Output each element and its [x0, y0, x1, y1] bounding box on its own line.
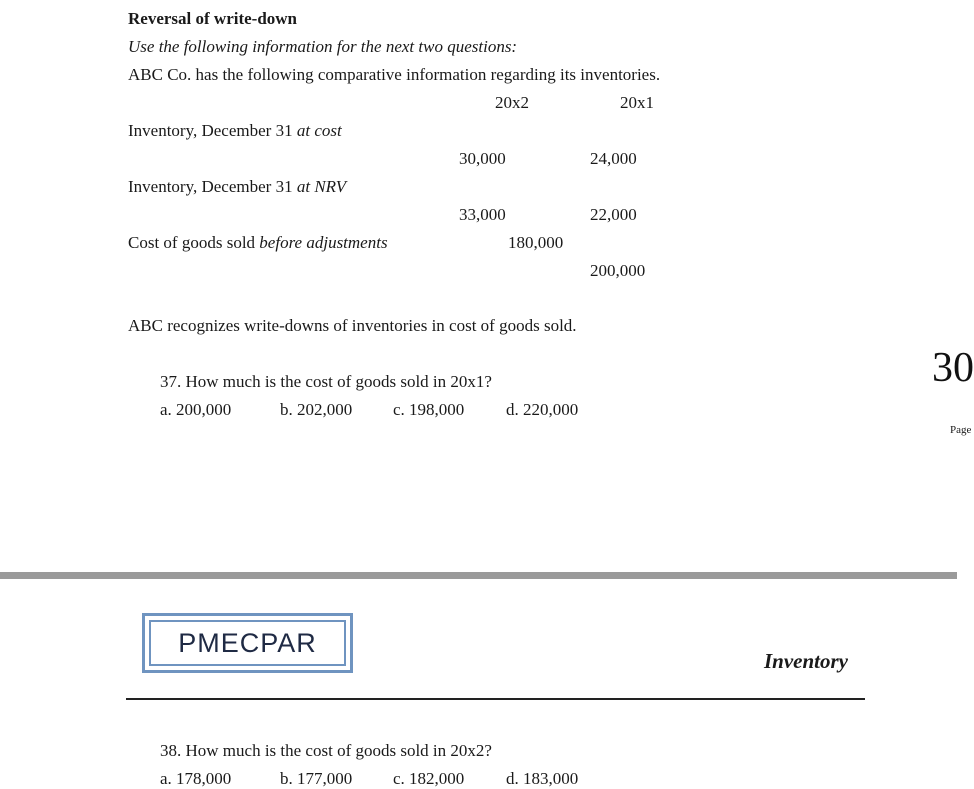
value-cost-20x1: 24,000	[590, 149, 637, 168]
instruction: Use the following information for the next two questions:	[128, 37, 518, 56]
value-nrv-20x2: 33,000	[459, 205, 506, 224]
header-20x2: 20x2	[495, 93, 529, 112]
value-cogs-20x2: 180,000	[508, 233, 564, 252]
value-nrv-20x1: 22,000	[590, 205, 637, 224]
q37-choice-d: d. 220,000	[506, 400, 579, 419]
q38-choice-b: b. 177,000	[280, 769, 353, 788]
q38-choice-c: c. 182,000	[393, 769, 465, 788]
row-label-cogs: Cost of goods sold before adjustments	[128, 233, 388, 252]
intro-text: ABC Co. has the following comparative information regarding its inventories.	[128, 65, 661, 84]
page-label: Page	[950, 424, 972, 436]
note-text: ABC recognizes write-downs of inventories in cost of goods sold.	[128, 316, 577, 335]
q37-choice-a: a. 200,000	[160, 400, 232, 419]
value-cost-20x2: 30,000	[459, 149, 506, 168]
q38-choice-d: d. 183,000	[506, 769, 579, 788]
q38-choice-a: a. 178,000	[160, 769, 232, 788]
page-separator	[0, 572, 957, 579]
header-rule	[126, 698, 865, 700]
logo-text: PMECPAR	[178, 627, 317, 658]
pmecpar-logo	[142, 613, 353, 673]
section-title: Reversal of write-down	[128, 9, 298, 28]
q37-choice-c: c. 198,000	[393, 400, 465, 419]
page-number: 30	[932, 345, 974, 391]
row-label-inventory-nrv: Inventory, December 31 at NRV	[128, 177, 347, 196]
row-label-inventory-cost: Inventory, December 31 at cost	[128, 121, 342, 140]
subject-heading: Inventory	[764, 649, 848, 673]
value-cogs-20x1: 200,000	[590, 261, 646, 280]
question-37: 37. How much is the cost of goods sold in 20x1?	[160, 372, 492, 391]
header-20x1: 20x1	[620, 93, 654, 112]
q37-choice-b: b. 202,000	[280, 400, 353, 419]
question-38: 38. How much is the cost of goods sold in 20x2?	[160, 741, 492, 760]
